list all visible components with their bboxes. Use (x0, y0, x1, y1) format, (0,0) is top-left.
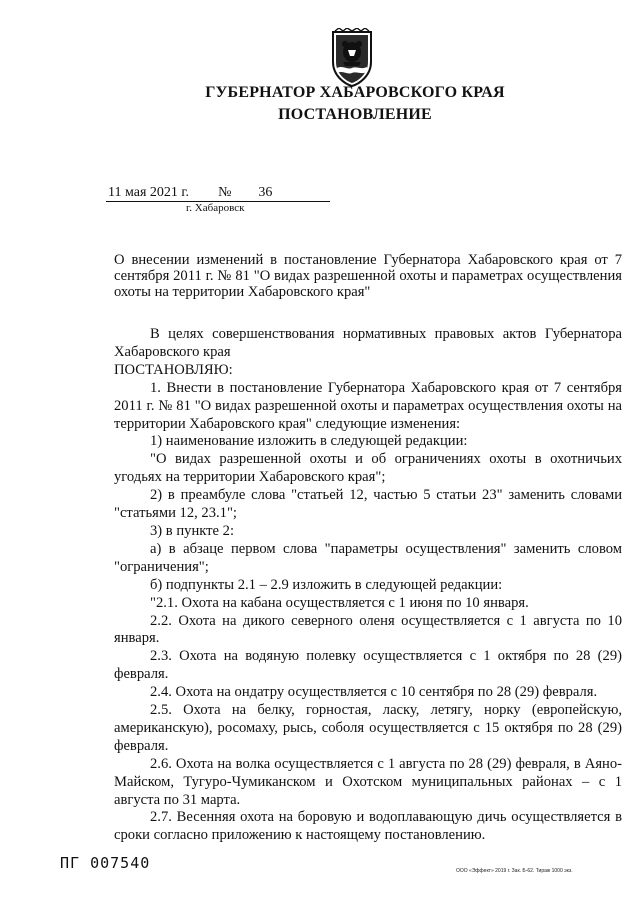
document-body (114, 326, 622, 845)
clause-1: 1. Внести в постановление Губернатора Хабаровского края от 7 сентября 2011 г. № 81 "О видах разрешенной охоты и параметрах осуществления охоты на территории Хабаровского края" следующие изменения: (114, 379, 622, 432)
point-2-6: 2.6. Охота на волка осуществляется с 1 августа по 28 (29) февраля, в Аяно-Майском, Тугуро-Чумиканском и Охотском муниципальных районах – с 1 августа по 31 марта. (114, 755, 622, 808)
point-2-3: 2.3. Охота на водяную полевку осуществляется с 1 октября по 28 (29) февраля. (114, 648, 622, 683)
item-a: а) в абзаце первом слова "параметры осуществления" заменить словом "ограничения"; (114, 540, 622, 575)
document-type: ПОСТАНОВЛЕНИЕ (278, 106, 432, 123)
new-title-quote: "О видах разрешенной охоты и об ограничениях охоты в охотничьих угодьях на территории Хабаровского края"; (114, 451, 622, 486)
point-2-5: 2.5. Охота на белку, горностая, ласку, летягу, норку (европейскую, американскую), росомаху, рысь, соболя осуществляется с 15 октября по 28 (29) февраля. (114, 702, 622, 754)
point-2-2: 2.2. Охота на дикого северного оленя осуществляется с 1 августа по 10 января. (114, 612, 622, 647)
coat-of-arms-emblem (329, 28, 375, 88)
document-subject: О внесении изменений в постановление Губернатора Хабаровского края от 7 сентября 2011 г. № 81 "О видах разрешенной охоты и параметрах осуществления охоты на территории Хабаровского края" (114, 252, 622, 300)
resolve-word: ПОСТАНОВЛЯЮ: (114, 361, 233, 378)
subclause-3: 3) в пункте 2: (150, 522, 235, 539)
point-2-4: 2.4. Охота на ондатру осуществляется с 10 сентября по 28 (29) февраля. (150, 684, 598, 701)
point-2-1: "2.1. Охота на кабана осуществляется с 1 июня по 10 января. (150, 594, 529, 611)
preamble: В целях совершенствования нормативных правовых актов Губернатора Хабаровского края (114, 326, 622, 360)
point-2-7: 2.7. Весенняя охота на боровую и водоплавающую дичь осуществляется в сроки согласно приложению к настоящему постановлению. (114, 809, 622, 844)
number-sign: № (218, 185, 232, 200)
subclause-1: 1) наименование изложить в следующей редакции: (150, 433, 468, 450)
item-b: б) подпункты 2.1 – 2.9 изложить в следующей редакции: (150, 576, 503, 593)
authority-title: ГУБЕРНАТОР ХАБАРОВСКОГО КРАЯ (205, 84, 505, 101)
subclause-2: 2) в преамбуле слова "статьей 12, частью 5 статьи 23" заменить словами "статьями 12, 23.1"; (114, 487, 622, 522)
document-date: 11 мая 2021 г. (108, 185, 190, 200)
date-number-line (108, 185, 272, 201)
city-name: г. Хабаровск (186, 202, 245, 214)
document-number: 36 (258, 185, 273, 200)
form-code: ПГ 007540 (60, 854, 151, 872)
printer-imprint: ООО «Эффект» 2019 г. Зак. Б-62. Тираж 1000 экз. (456, 868, 573, 874)
